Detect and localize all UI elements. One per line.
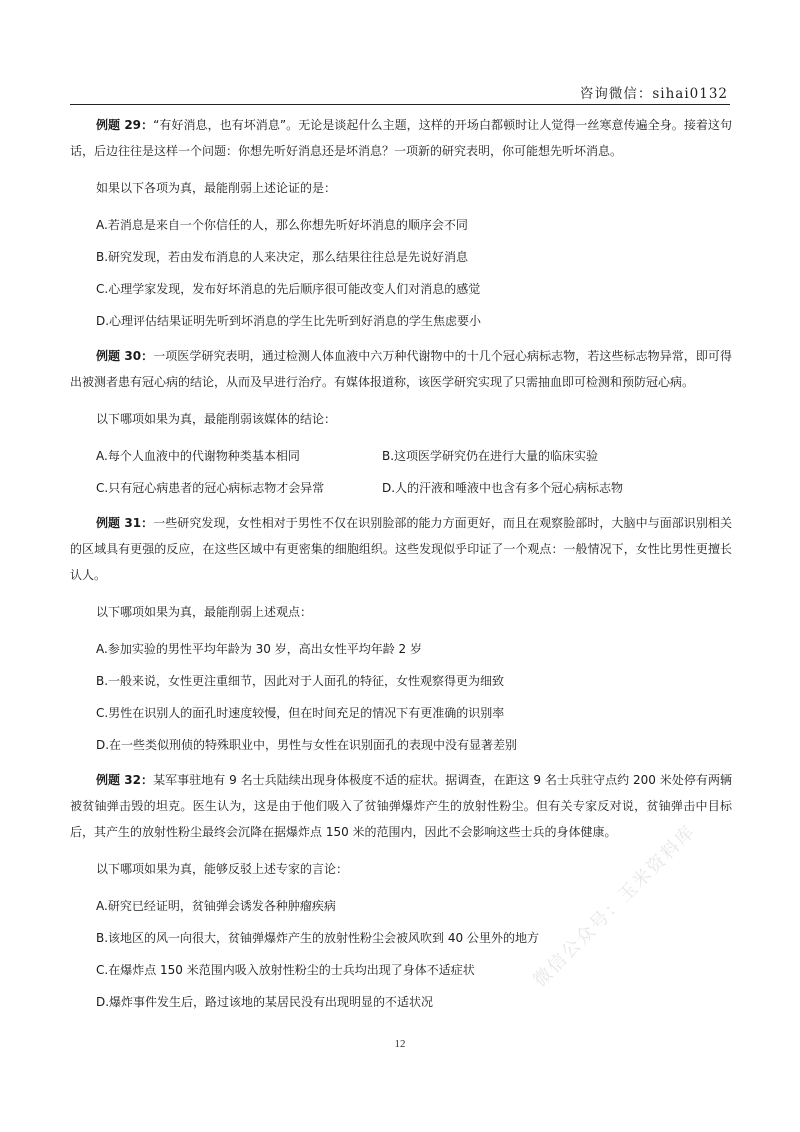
option-b: B.一般来说，女性更注重细节，因此对于人面孔的特征，女性观察得更为细致 xyxy=(96,674,505,688)
page-number: 12 xyxy=(394,1038,406,1050)
question-text: 一项医学研究表明，通过检测人体血液中六万种代谢物中的十几个冠心病标志物，若这些标志物异常，即可得出被测者患有冠心病的结论，从而及早进行治疗。有媒体报道称，该医学研究实现了只需抽血即可检测和预防冠心病。 xyxy=(70,349,732,389)
option-a: A.若消息是来自一个你信任的人，那么你想先听好坏消息的顺序会不同 xyxy=(96,218,468,232)
option-d: D.人的汗液和唾液中也含有多个冠心病标志物 xyxy=(382,481,624,495)
option-b: B.这项医学研究仍在进行大量的临床实验 xyxy=(382,449,599,463)
question-label: 例题 30： xyxy=(96,349,154,363)
header-divider xyxy=(70,104,730,105)
question-label: 例题 32： xyxy=(96,773,154,787)
options-row xyxy=(96,446,732,466)
watermark: 微信公众号：玉米资料库 xyxy=(529,820,700,992)
question-prompt: 以下哪项如果为真，能够反驳上述专家的言论： xyxy=(96,862,349,876)
option-a: A.参加实验的男性平均年龄为 30 岁，高出女性平均年龄 2 岁 xyxy=(96,642,422,656)
question-31 xyxy=(70,510,732,755)
option-d: D.爆炸事件发生后，路过该地的某居民没有出现明显的不适状况 xyxy=(96,995,434,1009)
question-prompt: 以下哪项如果为真，最能削弱该媒体的结论： xyxy=(96,412,337,426)
question-29 xyxy=(70,112,732,331)
options-row xyxy=(96,478,732,498)
option-b: B.研究发现，若由发布消息的人来决定，那么结果往往总是先说好消息 xyxy=(96,250,469,264)
question-stem xyxy=(70,510,732,588)
option-d: D.心理评估结果证明先听到坏消息的学生比先听到好消息的学生焦虑要小 xyxy=(96,314,482,328)
question-label: 例题 31： xyxy=(96,516,154,530)
question-stem xyxy=(70,767,732,845)
option-d: D.在一些类似刑侦的特殊职业中，男性与女性在识别面孔的表现中没有显著差别 xyxy=(96,738,518,752)
question-30 xyxy=(70,343,732,498)
question-stem xyxy=(70,343,732,395)
option-a: A.研究已经证明，贫铀弹会诱发各种肿瘤疾病 xyxy=(96,899,336,913)
question-text: “有好消息，也有坏消息”。无论是谈起什么主题，这样的开场白都顿时让人觉得一丝寒意传遍全身。接着这句话，后边往往是这样一个问题：你想先听好消息还是坏消息？一项新的研究表明，你可能想先听坏消息。 xyxy=(70,118,732,158)
option-b: B.该地区的风一向很大，贫铀弹爆炸产生的放射性粉尘会被风吹到 40 公里外的地方 xyxy=(96,931,539,945)
option-c: C.在爆炸点 150 米范围内吸入放射性粉尘的士兵均出现了身体不适症状 xyxy=(96,963,475,977)
option-c: C.男性在识别人的面孔时速度较慢，但在时间充足的情况下有更准确的识别率 xyxy=(96,706,505,720)
option-a: A.每个人血液中的代谢物种类基本相同 xyxy=(96,449,300,463)
option-c: C.心理学家发现，发布好坏消息的先后顺序很可能改变人们对消息的感觉 xyxy=(96,282,481,296)
question-stem xyxy=(70,112,732,164)
question-prompt: 如果以下各项为真，最能削弱上述论证的是： xyxy=(96,181,337,195)
question-label: 例题 29： xyxy=(96,118,154,132)
question-text: 某军事驻地有 9 名士兵陆续出现身体极度不适的症状。据调查，在距这 9 名士兵驻守点约 200 米处停有两辆被贫铀弹击毁的坦克。医生认为，这是由于他们吸入了贫铀弹爆炸产生的放射性粉尘。但有关专家反对说，贫铀弹击中目标后，其产生的放射性粉尘最终会沉降在据爆炸点 150 米的范围内，因此不会影响这些士兵的身体健康。 xyxy=(70,773,732,839)
question-prompt: 以下哪项如果为真，最能削弱上述观点： xyxy=(96,605,313,619)
header-contact: 咨询微信：sihai0132 xyxy=(579,86,728,102)
option-c: C.只有冠心病患者的冠心病标志物才会异常 xyxy=(96,481,325,495)
question-text: 一些研究发现，女性相对于男性不仅在识别脸部的能力方面更好，而且在观察脸部时，大脑中与面部识别相关的区域具有更强的反应，在这些区域中有更密集的细胞组织。这些发现似乎印证了一个观点：一般情况下，女性比男性更擅长认人。 xyxy=(70,516,732,582)
